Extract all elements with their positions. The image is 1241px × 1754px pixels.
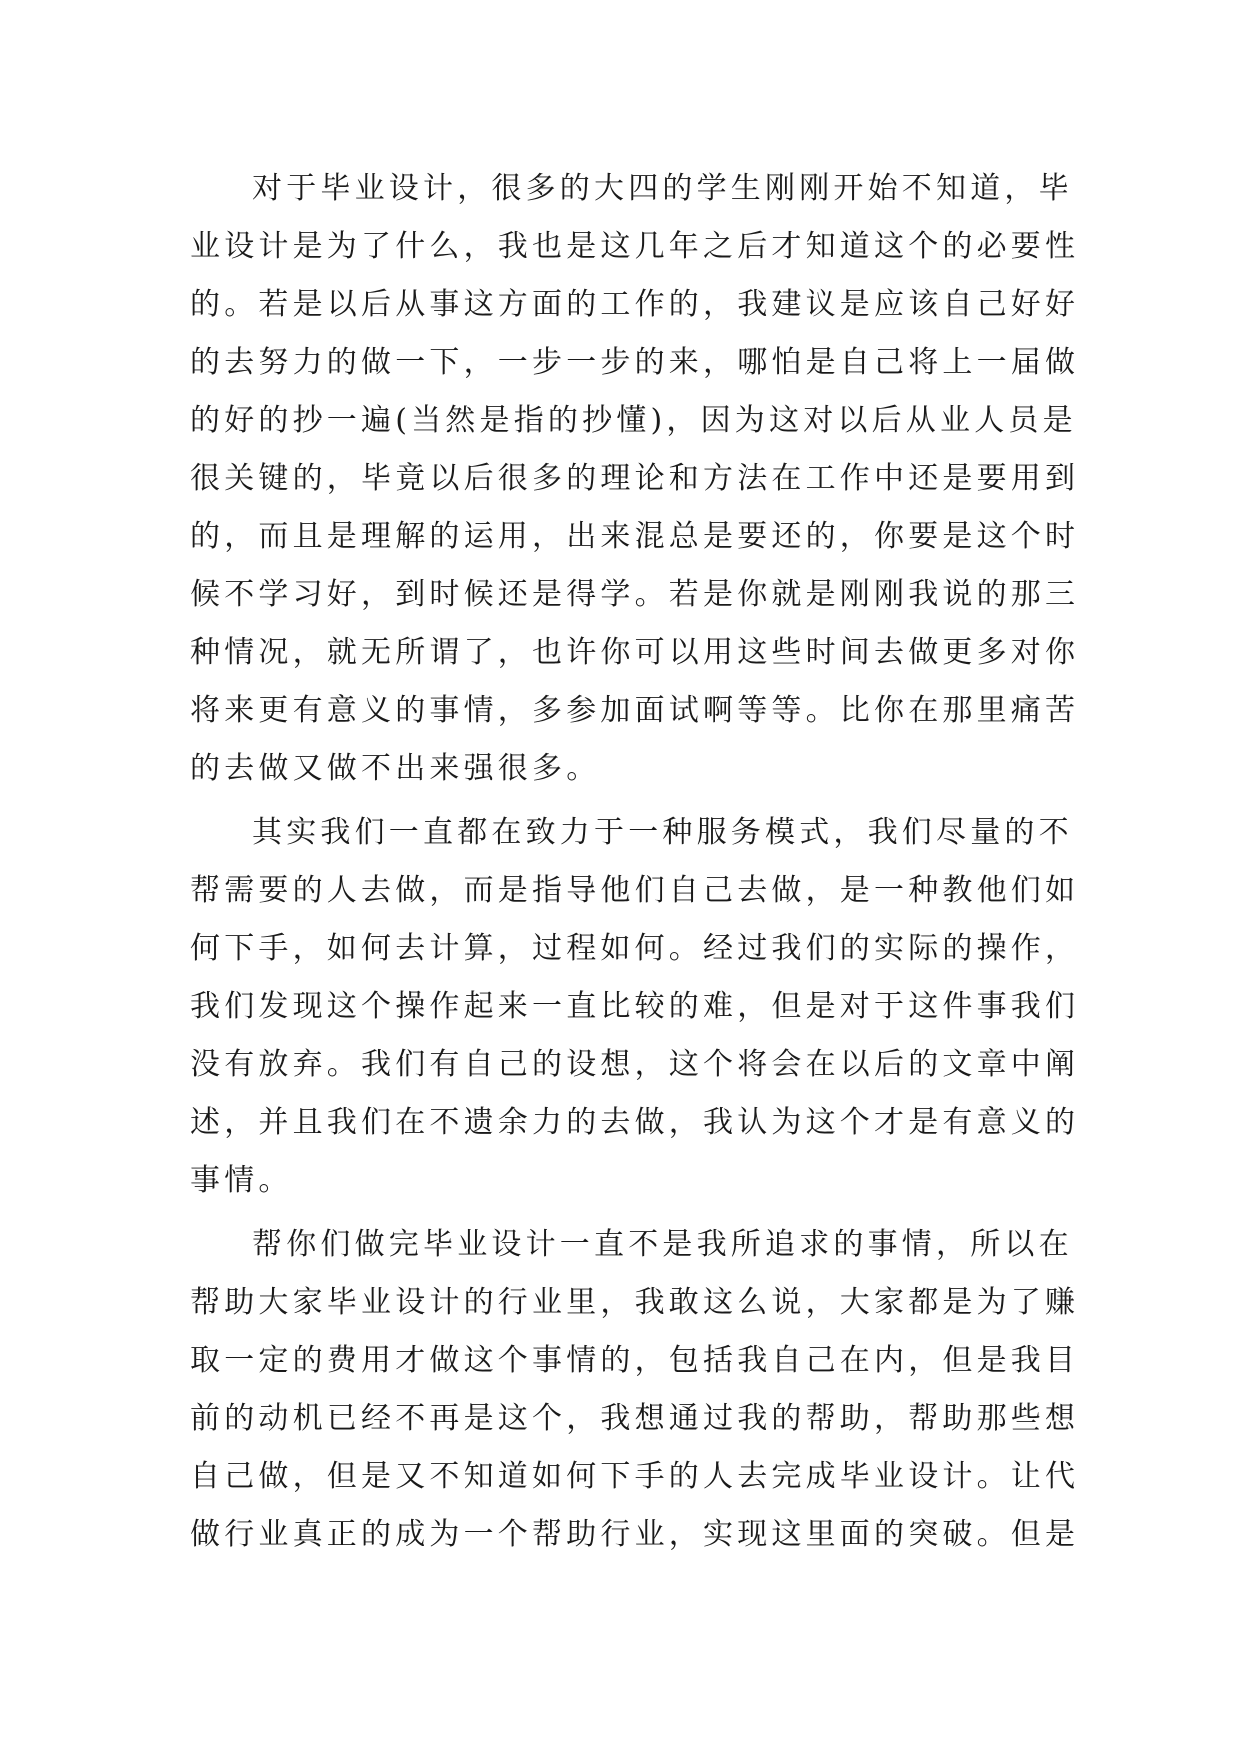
- text-line: 没有放弃。我们有自己的设想，这个将会在以后的文章中阐: [190, 1047, 1080, 1082]
- text-line: 取一定的费用才做这个事情的，包括我自己在内，但是我目: [190, 1343, 1080, 1378]
- text-line: 的好的抄一遍(当然是指的抄懂)，因为这对以后从业人员是: [190, 403, 1077, 438]
- text-line: 将来更有意义的事情，多参加面试啊等等。比你在那里痛苦: [190, 693, 1080, 728]
- text-line: 其实我们一直都在致力于一种服务模式，我们尽量的不: [252, 815, 1073, 850]
- text-line: 很关键的，毕竟以后很多的理论和方法在工作中还是要用到: [190, 461, 1080, 496]
- paragraph-1: [190, 160, 1080, 798]
- text-line: 的。若是以后从事这方面的工作的，我建议是应该自己好好: [190, 287, 1080, 322]
- text-line: 做行业真正的成为一个帮助行业，实现这里面的突破。但是: [190, 1517, 1080, 1552]
- text-line: 的，而且是理解的运用，出来混总是要还的，你要是这个时: [190, 519, 1080, 554]
- paragraph-2: [190, 804, 1080, 1210]
- text-line: 帮助大家毕业设计的行业里，我敢这么说，大家都是为了赚: [190, 1285, 1080, 1320]
- text-line: 候不学习好，到时候还是得学。若是你就是刚刚我说的那三: [190, 577, 1080, 612]
- text-line: 自己做，但是又不知道如何下手的人去完成毕业设计。让代: [190, 1459, 1080, 1494]
- body-text: [190, 160, 1080, 1564]
- text-line: 前的动机已经不再是这个，我想通过我的帮助，帮助那些想: [190, 1401, 1080, 1436]
- text-line: 的去做又做不出来强很多。: [190, 751, 601, 786]
- text-line: 述，并且我们在不遗余力的去做，我认为这个才是有意义的: [190, 1105, 1080, 1140]
- paragraph-3: [190, 1216, 1080, 1564]
- text-line: 何下手，如何去计算，过程如何。经过我们的实际的操作，: [190, 931, 1080, 966]
- text-line: 业设计是为了什么，我也是这几年之后才知道这个的必要性: [190, 229, 1080, 264]
- text-line: 帮需要的人去做，而是指导他们自己去做，是一种教他们如: [190, 873, 1080, 908]
- text-line: 我们发现这个操作起来一直比较的难，但是对于这件事我们: [190, 989, 1080, 1024]
- text-line: 帮你们做完毕业设计一直不是我所追求的事情，所以在: [252, 1227, 1073, 1262]
- text-line: 事情。: [190, 1163, 293, 1198]
- text-line: 对于毕业设计，很多的大四的学生刚刚开始不知道，毕: [252, 171, 1073, 206]
- text-line: 的去努力的做一下，一步一步的来，哪怕是自己将上一届做: [190, 345, 1080, 380]
- text-line: 种情况，就无所谓了，也许你可以用这些时间去做更多对你: [190, 635, 1080, 670]
